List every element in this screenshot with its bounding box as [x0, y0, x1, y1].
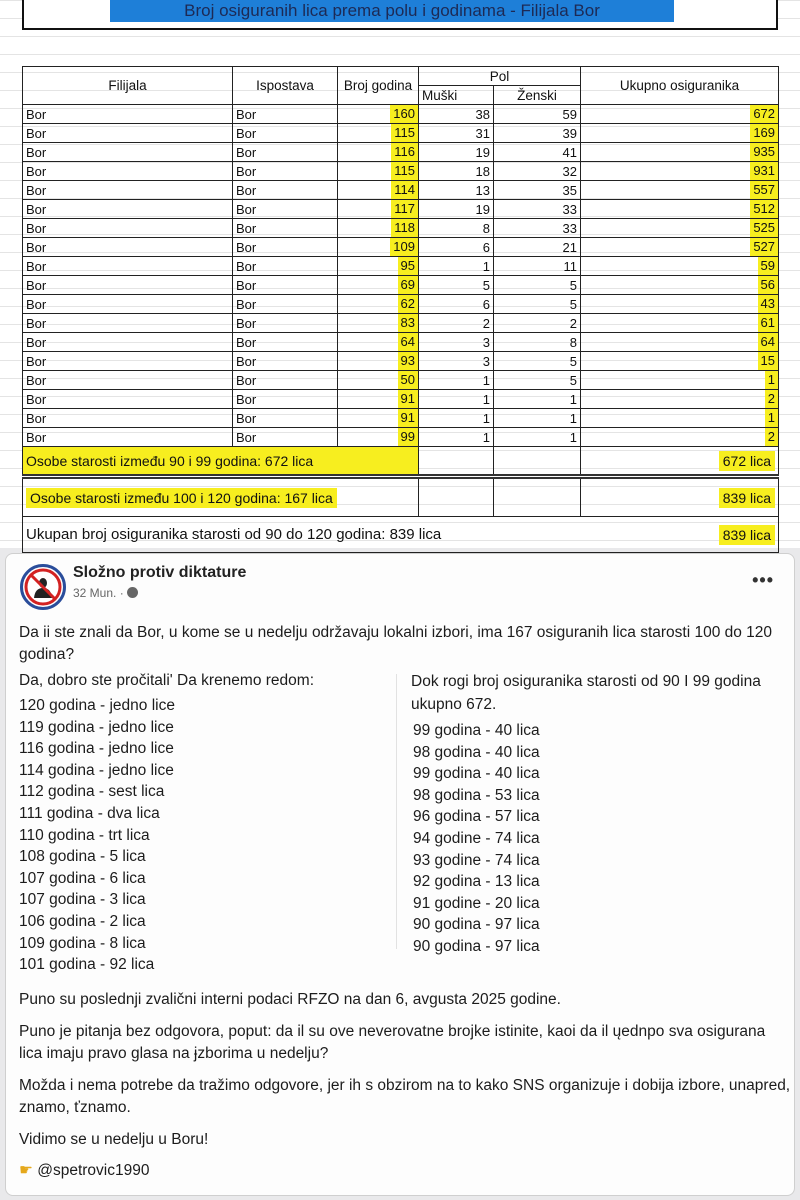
- summary-row: [23, 517, 779, 553]
- ispostava-cell: Bor: [233, 314, 338, 333]
- header-ukupno: Ukupno osiguranika: [581, 67, 779, 105]
- summary-row: [23, 477, 779, 517]
- filijala-cell: Bor: [23, 352, 233, 371]
- post-time[interactable]: 32 Mun. ·: [73, 586, 124, 600]
- age-cell: [338, 390, 419, 409]
- female-cell: 2: [494, 314, 581, 333]
- female-cell: 5: [494, 352, 581, 371]
- age-cell: [338, 352, 419, 371]
- total-cell: [581, 181, 779, 200]
- filijala-cell: Bor: [23, 295, 233, 314]
- age-cell-value: 118: [391, 219, 418, 237]
- age-cell: [338, 162, 419, 181]
- filijala-cell: Bor: [23, 314, 233, 333]
- header-muski: Muški: [419, 86, 494, 105]
- total-cell: [581, 238, 779, 257]
- table-row: [23, 143, 779, 162]
- total-cell-value: 527: [750, 238, 778, 256]
- header-zenski: Ženski: [494, 86, 581, 105]
- age-cell: [338, 314, 419, 333]
- filijala-cell: Bor: [23, 371, 233, 390]
- age-cell: [338, 257, 419, 276]
- age-cell: [338, 409, 419, 428]
- list-item: 107 godina - 3 lica: [19, 891, 146, 909]
- male-cell: 1: [419, 409, 494, 428]
- ispostava-cell: Bor: [233, 181, 338, 200]
- age-cell: [338, 200, 419, 219]
- total-cell-value: 512: [750, 200, 778, 218]
- list-item: 107 godina - 6 lica: [19, 869, 146, 887]
- ispostava-cell: Bor: [233, 428, 338, 447]
- ispostava-cell: Bor: [233, 409, 338, 428]
- table-row: [23, 219, 779, 238]
- total-cell: [581, 352, 779, 371]
- total-cell-value: 43: [758, 295, 778, 313]
- total-cell-value: 931: [750, 162, 778, 180]
- summary-label: Osobe starosti između 90 i 99 godina: 672 lica: [23, 447, 419, 477]
- ispostava-cell: Bor: [233, 143, 338, 162]
- female-cell: 32: [494, 162, 581, 181]
- female-cell: 1: [494, 428, 581, 447]
- table-row: [23, 409, 779, 428]
- age-cell-value: 50: [398, 371, 418, 389]
- table-row: [23, 390, 779, 409]
- ispostava-cell: Bor: [233, 257, 338, 276]
- list-item: 90 godina - 97 lica: [413, 916, 540, 934]
- female-cell: 33: [494, 200, 581, 219]
- age-cell: [338, 428, 419, 447]
- male-cell: 8: [419, 219, 494, 238]
- filijala-cell: Bor: [23, 276, 233, 295]
- total-cell-value: 61: [758, 314, 778, 332]
- list-item: 99 godina - 40 lica: [413, 765, 540, 783]
- age-cell: [338, 371, 419, 390]
- page-avatar[interactable]: [20, 564, 66, 610]
- post-paragraph: Puno su poslednji zvalični interni podaci RFZO na dan 6, avgusta 2025 godine.: [19, 991, 561, 1008]
- page-name[interactable]: Složno protiv diktature: [73, 564, 247, 581]
- ispostava-cell: Bor: [233, 276, 338, 295]
- total-cell-value: 1: [765, 371, 778, 389]
- more-options-button[interactable]: •••: [752, 570, 774, 590]
- ispostava-cell: Bor: [233, 333, 338, 352]
- age-cell-value: 116: [391, 143, 418, 161]
- credit-handle[interactable]: @spetrovic1990: [37, 1162, 150, 1179]
- age-cell: [338, 143, 419, 162]
- female-cell: 11: [494, 257, 581, 276]
- pointing-hand-icon: ☛: [19, 1162, 33, 1179]
- table-row: [23, 314, 779, 333]
- post-paragraph: Puno je pitanja bez odgovora, poput: da il su ove neverovatne brojke istinite, kaoi da il ųednpo sva osigurana lica imaju pravo glasa na ɉzborima u nedelju?: [19, 1023, 766, 1062]
- post-paragraph: Vidimo se u nedelju u Boru!: [19, 1131, 209, 1148]
- table-row: [23, 200, 779, 219]
- male-cell: 18: [419, 162, 494, 181]
- list-item: 90 godina - 97 lica: [413, 937, 540, 955]
- age-cell-value: 91: [398, 390, 418, 408]
- list-item: 92 godina - 13 lica: [413, 873, 540, 891]
- total-cell: [581, 105, 779, 124]
- column-divider: [396, 674, 397, 949]
- male-cell: 3: [419, 333, 494, 352]
- total-cell-value: 1: [765, 409, 778, 427]
- filijala-cell: Bor: [23, 409, 233, 428]
- age-cell-value: 115: [391, 162, 418, 180]
- male-cell: 1: [419, 390, 494, 409]
- no-dictator-logo-icon: [23, 567, 63, 607]
- ispostava-cell: Bor: [233, 162, 338, 181]
- total-cell: [581, 314, 779, 333]
- total-cell: [581, 295, 779, 314]
- age-cell: [338, 238, 419, 257]
- age-cell-value: 69: [398, 276, 418, 294]
- total-cell-value: 525: [750, 219, 778, 237]
- summary-row: [23, 447, 779, 477]
- ispostava-cell: Bor: [233, 105, 338, 124]
- header-ispostava: Ispostava: [233, 67, 338, 105]
- list-item: 93 godine - 74 lica: [413, 851, 540, 869]
- total-cell-value: 169: [750, 124, 778, 142]
- female-cell: 33: [494, 219, 581, 238]
- left-list: [19, 695, 175, 976]
- post-paragraph: Možda i nema potrebe da tražimo odgovore, jer ih s obzirom na to kako SNS organizuje i dobija izbore, unapred, znamo, ťznamo.: [19, 1077, 791, 1116]
- list-item: 96 godina - 57 lica: [413, 808, 540, 826]
- list-item: 109 godina - 8 lica: [19, 934, 146, 952]
- table-row: [23, 333, 779, 352]
- total-cell: [581, 390, 779, 409]
- total-cell: [581, 428, 779, 447]
- ispostava-cell: Bor: [233, 200, 338, 219]
- ispostava-cell: Bor: [233, 124, 338, 143]
- male-cell: 31: [419, 124, 494, 143]
- filijala-cell: Bor: [23, 390, 233, 409]
- total-cell-value: 64: [758, 333, 778, 351]
- age-cell-value: 91: [398, 409, 418, 427]
- globe-icon: [127, 587, 138, 598]
- female-cell: 5: [494, 295, 581, 314]
- total-cell: [581, 143, 779, 162]
- female-cell: 21: [494, 238, 581, 257]
- male-cell: 19: [419, 143, 494, 162]
- list-item: 120 godina - jedno lice: [19, 697, 175, 714]
- list-item: 94 godine - 74 lica: [413, 829, 540, 847]
- age-cell-value: 95: [398, 257, 418, 275]
- summary-label: Ukupan broj osiguranika starosti od 90 do 120 godina: 839 lica: [23, 517, 581, 553]
- title-box: [22, 0, 778, 30]
- age-cell-value: 93: [398, 352, 418, 370]
- table-row: [23, 162, 779, 181]
- total-cell-value: 56: [758, 276, 778, 294]
- total-cell-value: 2: [765, 428, 778, 446]
- list-item: 91 godine - 20 lica: [413, 894, 540, 912]
- age-cell-value: 114: [391, 181, 418, 199]
- header-broj-godina: Broj godina: [338, 67, 419, 105]
- list-item: 108 godina - 5 lica: [19, 848, 146, 866]
- age-cell: [338, 124, 419, 143]
- filijala-cell: Bor: [23, 200, 233, 219]
- table-row: [23, 276, 779, 295]
- age-cell-value: 83: [398, 314, 418, 332]
- table-row: [23, 257, 779, 276]
- ispostava-cell: Bor: [233, 352, 338, 371]
- age-cell: [338, 105, 419, 124]
- total-cell: [581, 200, 779, 219]
- list-item: 114 godina - jedno lice: [19, 761, 174, 779]
- ispostava-cell: Bor: [233, 238, 338, 257]
- table-row: [23, 371, 779, 390]
- female-cell: 1: [494, 390, 581, 409]
- spreadsheet-image: [0, 0, 800, 548]
- male-cell: 1: [419, 428, 494, 447]
- total-cell: [581, 162, 779, 181]
- total-cell: [581, 276, 779, 295]
- total-cell: [581, 409, 779, 428]
- filijala-cell: Bor: [23, 124, 233, 143]
- summary-value: 839 lica: [719, 525, 775, 545]
- table-row: [23, 238, 779, 257]
- female-cell: 41: [494, 143, 581, 162]
- table-row: [23, 428, 779, 447]
- filijala-cell: Bor: [23, 333, 233, 352]
- total-cell: [581, 124, 779, 143]
- male-cell: 6: [419, 295, 494, 314]
- ispostava-cell: Bor: [233, 295, 338, 314]
- summary-label: Osobe starosti između 100 i 120 godina: 167 lica: [26, 488, 337, 508]
- age-cell: [338, 295, 419, 314]
- female-cell: 59: [494, 105, 581, 124]
- summary-value: 672 lica: [719, 451, 775, 471]
- male-cell: 5: [419, 276, 494, 295]
- male-cell: 13: [419, 181, 494, 200]
- age-cell-value: 160: [390, 105, 418, 123]
- age-cell-value: 115: [391, 124, 418, 142]
- male-cell: 1: [419, 257, 494, 276]
- age-cell: [338, 333, 419, 352]
- summary-value: 839 lica: [719, 488, 775, 508]
- total-cell: [581, 257, 779, 276]
- list-item: 111 godina - dva lica: [19, 804, 160, 822]
- table-row: [23, 295, 779, 314]
- total-cell: [581, 219, 779, 238]
- total-cell-value: 557: [750, 181, 778, 199]
- age-cell-value: 117: [391, 200, 418, 218]
- filijala-cell: Bor: [23, 257, 233, 276]
- list-item: 116 godina - jedno lice: [19, 740, 174, 758]
- female-cell: 8: [494, 333, 581, 352]
- total-cell-value: 59: [758, 257, 778, 275]
- filijala-cell: Bor: [23, 143, 233, 162]
- header-filijala: Filijala: [23, 67, 233, 105]
- total-cell: [581, 371, 779, 390]
- female-cell: 35: [494, 181, 581, 200]
- age-cell: [338, 219, 419, 238]
- male-cell: 1: [419, 371, 494, 390]
- list-item: 98 godina - 53 lica: [413, 786, 540, 804]
- male-cell: 38: [419, 105, 494, 124]
- male-cell: 3: [419, 352, 494, 371]
- male-cell: 2: [419, 314, 494, 333]
- male-cell: 6: [419, 238, 494, 257]
- female-cell: 5: [494, 276, 581, 295]
- age-cell-value: 64: [398, 333, 418, 351]
- ispostava-cell: Bor: [233, 390, 338, 409]
- age-cell-value: 99: [398, 428, 418, 446]
- filijala-cell: Bor: [23, 105, 233, 124]
- ispostava-cell: Bor: [233, 371, 338, 390]
- left-heading: Da, dobro ste pročitali' Da krenemo redom:: [19, 672, 315, 689]
- list-item: 101 godina - 92 lica: [19, 956, 155, 974]
- filijala-cell: Bor: [23, 181, 233, 200]
- age-cell: [338, 181, 419, 200]
- filijala-cell: Bor: [23, 428, 233, 447]
- list-item: 98 godina - 40 lica: [413, 743, 540, 761]
- credit-line: [19, 1160, 149, 1182]
- list-item: 106 godina - 2 lica: [19, 912, 146, 930]
- post-intro: Da ii ste znali da Bor, u kome se u nedelju održavaju lokalni izbori, ima 167 osiguranih lica starosti 100 do 120 godina?: [19, 624, 773, 663]
- female-cell: 39: [494, 124, 581, 143]
- female-cell: 5: [494, 371, 581, 390]
- total-cell-value: 2: [765, 390, 778, 408]
- list-item: 110 godina - trt lica: [19, 826, 150, 844]
- list-item: 112 godina - sest lica: [19, 783, 165, 801]
- filijala-cell: Bor: [23, 162, 233, 181]
- table-row: [23, 352, 779, 371]
- filijala-cell: Bor: [23, 219, 233, 238]
- right-list: [413, 720, 540, 958]
- header-pol: Pol: [419, 67, 581, 86]
- age-cell-value: 62: [398, 295, 418, 313]
- ispostava-cell: Bor: [233, 219, 338, 238]
- total-cell-value: 672: [750, 105, 778, 123]
- list-item: 119 godina - jedno lice: [19, 718, 174, 736]
- list-item: 99 godina - 40 lica: [413, 722, 540, 739]
- age-cell: [338, 276, 419, 295]
- total-cell: [581, 333, 779, 352]
- total-cell-value: 15: [758, 352, 778, 370]
- right-heading: Dok rogi broj osiguranika starosti od 90 I 99 godina ukupno 672.: [411, 673, 761, 713]
- post-meta: [73, 586, 138, 600]
- insured-table: [22, 66, 779, 553]
- age-cell-value: 109: [390, 238, 418, 256]
- male-cell: 19: [419, 200, 494, 219]
- total-cell-value: 935: [750, 143, 778, 161]
- sheet-title: Broj osiguranih lica prema polu i godinama - Filijala Bor: [110, 0, 674, 22]
- table-row: [23, 124, 779, 143]
- female-cell: 1: [494, 409, 581, 428]
- table-row: [23, 105, 779, 124]
- filijala-cell: Bor: [23, 238, 233, 257]
- facebook-post: [5, 553, 795, 1196]
- table-row: [23, 181, 779, 200]
